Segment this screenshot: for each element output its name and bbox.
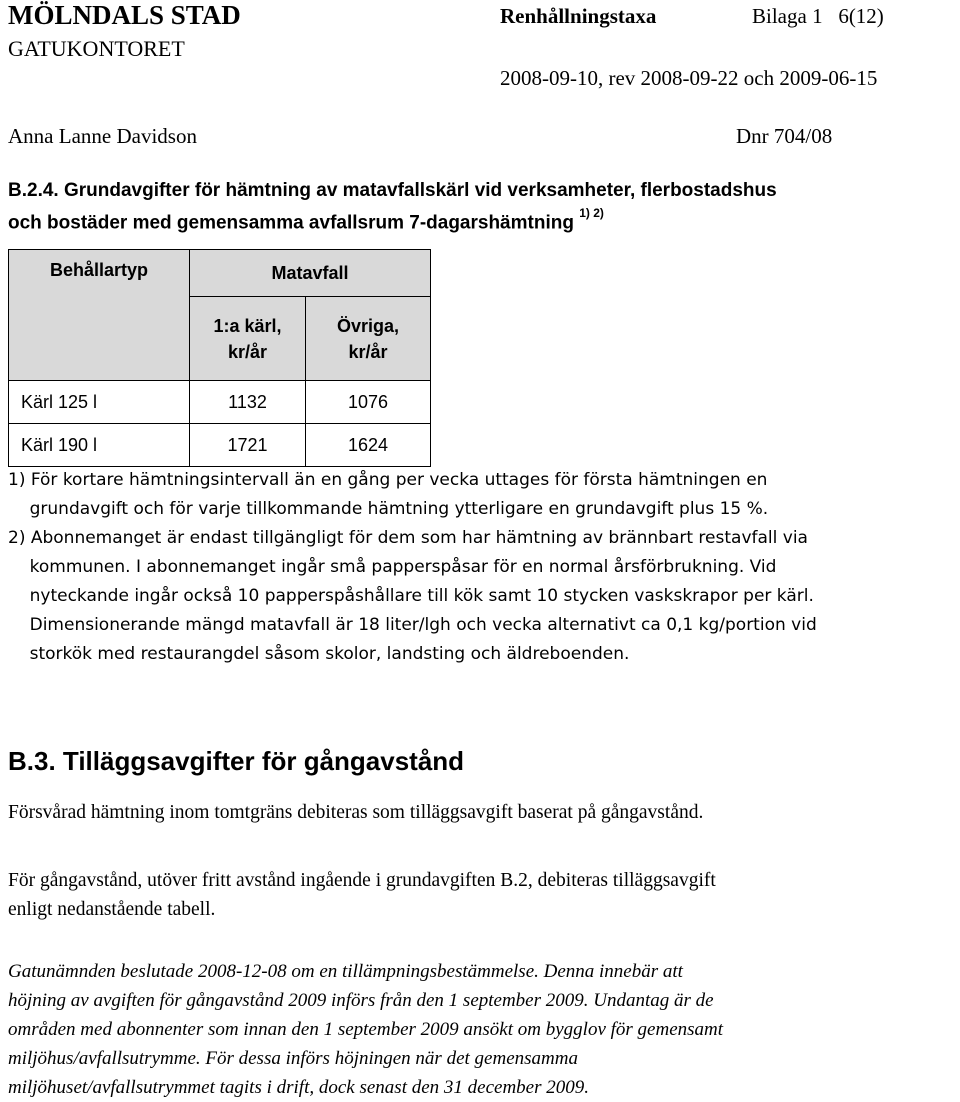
- organization-name: MÖLNDALS STAD: [8, 0, 241, 30]
- fee-table: [8, 249, 431, 467]
- section-b24-title-line2: [8, 206, 604, 234]
- decision-note-line: områden med abonnenter som innan den 1 september 2009 ansökt om bygglov för gemensamt: [8, 1019, 724, 1040]
- footnote-line: kommunen. I abonnemanget ingår små papperspåsar för en normal årsförbrukning. Vid: [8, 557, 777, 577]
- diary-number: Dnr 704/08: [736, 124, 833, 148]
- document-title: Renhållningstaxa: [500, 4, 657, 28]
- footnote-line: nyteckande ingår också 10 papperspåshållare till kök samt 10 stycken vaskskrapor per kärl.: [8, 586, 814, 606]
- footnote-refs: 1) 2): [579, 206, 604, 220]
- decision-note-line: miljöhus/avfallsutrymme. För dessa införs höjningen när det gemensamma: [8, 1048, 578, 1069]
- footnote-line: grundavgift och för varje tillkommande hämtning ytterligare en grundavgift plus 15 %.: [8, 499, 769, 519]
- header-container-type: Behållartyp: [9, 250, 190, 381]
- header-food-waste: Matavfall: [190, 250, 431, 297]
- footnote-line: Dimensionerande mängd matavfall är 18 liter/lgh och vecka alternativt ca 0,1 kg/portion vid: [8, 615, 817, 635]
- cell-container-type: Kärl 190 l: [9, 424, 190, 467]
- section-b3-title: B.3. Tilläggsavgifter för gångavstånd: [8, 746, 465, 776]
- section-b3-paragraph: Försvårad hämtning inom tomtgräns debiteras som tilläggsavgift baserat på gångavstånd.: [8, 802, 704, 823]
- cell-other-bins: 1076: [306, 381, 431, 424]
- header-first-bin: 1:a kärl, kr/år: [190, 297, 306, 381]
- cell-other-bins: 1624: [306, 424, 431, 467]
- cell-first-bin: 1132: [190, 381, 306, 424]
- revision-dates: 2008-09-10, rev 2008-09-22 och 2009-06-15: [500, 66, 878, 90]
- section-b24-title-text: och bostäder med gemensamma avfallsrum 7-dagarshämtning: [8, 212, 580, 234]
- author-name: Anna Lanne Davidson: [8, 124, 197, 148]
- decision-note-line: miljöhuset/avfallsutrymmet tagits i drift, dock senast den 31 december 2009.: [8, 1077, 590, 1098]
- section-b24-title-line1: B.2.4. Grundavgifter för hämtning av matavfallskärl vid verksamheter, flerbostadshus: [8, 180, 777, 201]
- department-name: GATUKONTORET: [8, 36, 185, 61]
- cell-container-type: Kärl 125 l: [9, 381, 190, 424]
- table-row: [9, 424, 431, 467]
- footnote-line: 1) För kortare hämtningsintervall än en gång per vecka uttages för första hämtningen en: [8, 470, 768, 490]
- footnote-line: storkök med restaurangdel såsom skolor, landsting och äldreboenden.: [8, 644, 630, 664]
- section-b3-paragraph: enligt nedanstående tabell.: [8, 899, 216, 920]
- section-b3-paragraph: För gångavstånd, utöver fritt avstånd ingående i grundavgiften B.2, debiteras tilläggsavgift: [8, 870, 716, 891]
- decision-note-line: Gatunämnden beslutade 2008-12-08 om en tillämpningsbestämmelse. Denna innebär att: [8, 961, 683, 982]
- attachment-page: Bilaga 1 6(12): [752, 4, 884, 28]
- footnote-line: 2) Abonnemanget är endast tillgängligt för dem som har hämtning av brännbart restavfall via: [8, 528, 808, 548]
- table-row: [9, 381, 431, 424]
- header-other-bins: Övriga, kr/år: [306, 297, 431, 381]
- decision-note-line: höjning av avgiften för gångavstånd 2009 införs från den 1 september 2009. Undantag är de: [8, 990, 714, 1011]
- cell-first-bin: 1721: [190, 424, 306, 467]
